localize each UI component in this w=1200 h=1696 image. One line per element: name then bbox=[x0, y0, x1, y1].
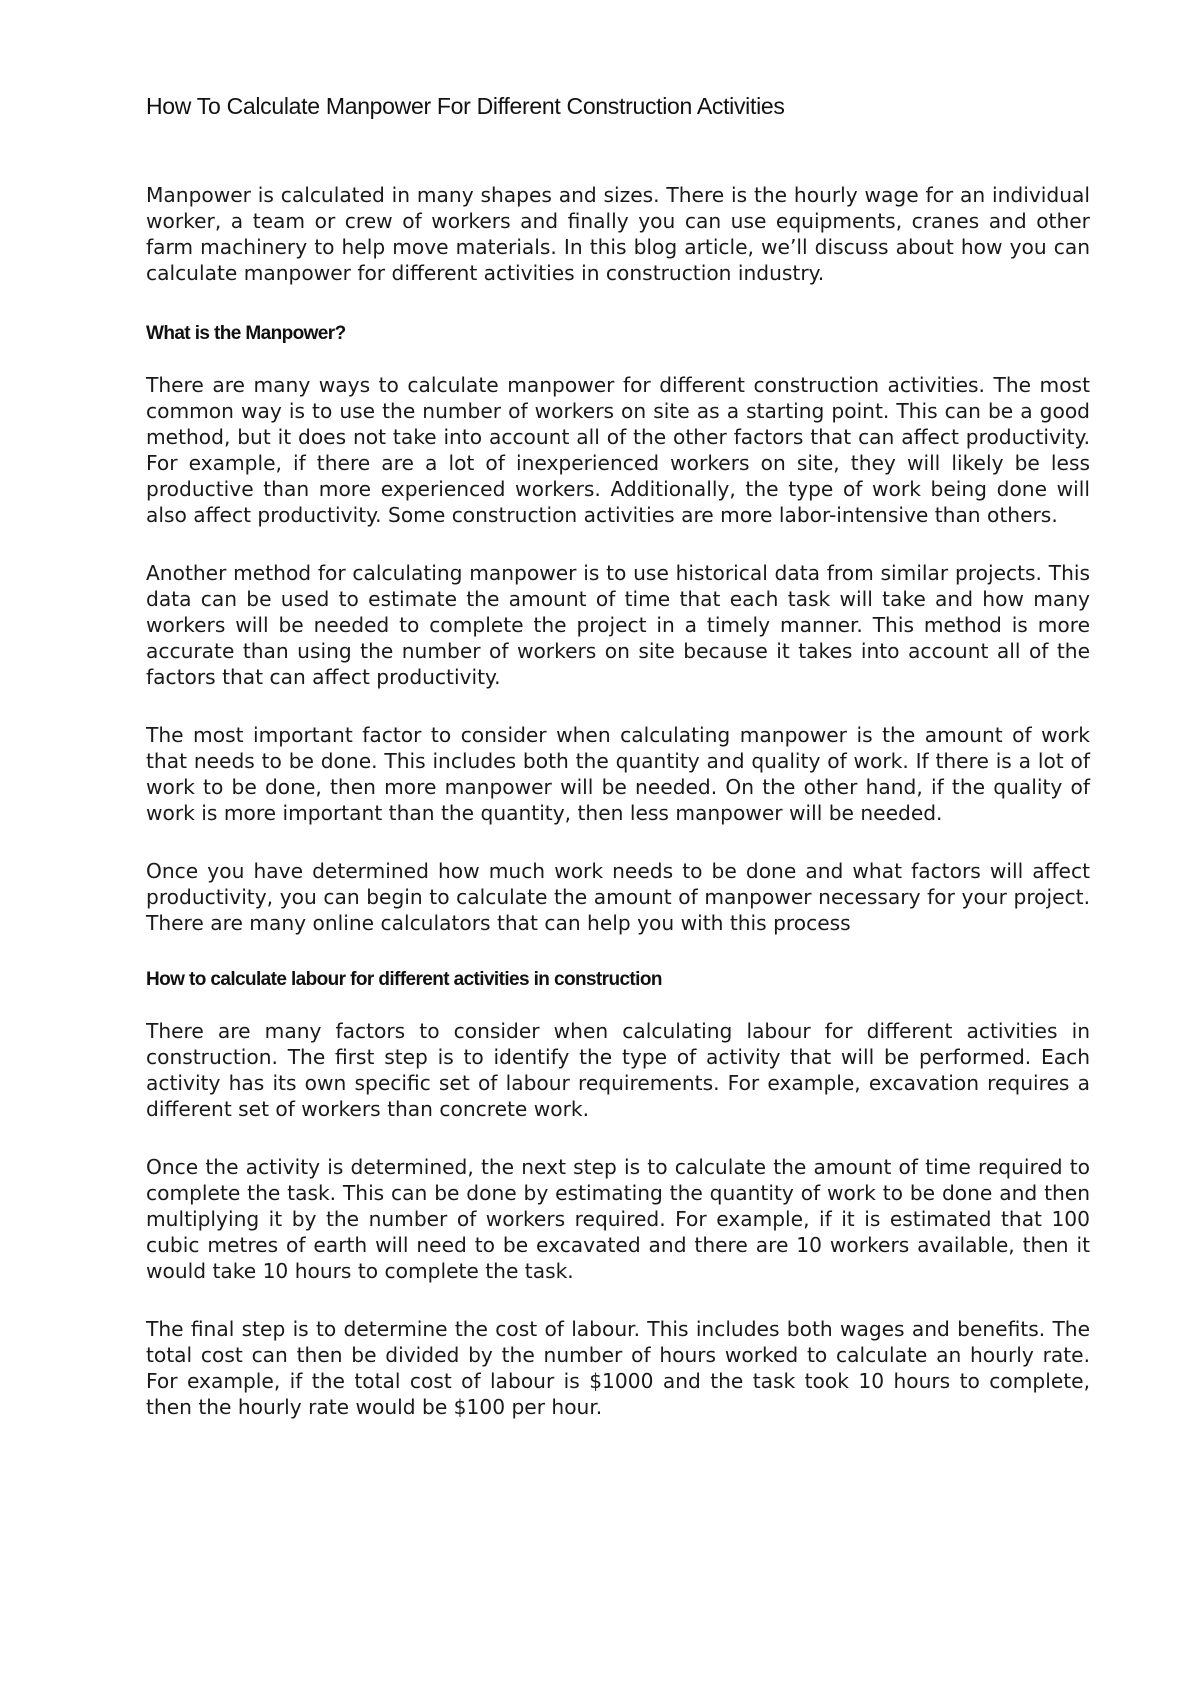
section-paragraph: Once you have determined how much work needs to be done and what factors will affect productivity, you can begin to calculate the amount of manpower necessary for your project. There are many online calculators that can help you with this process bbox=[146, 859, 1090, 935]
section-paragraph: There are many ways to calculate manpower for different construction activities. The most common way is to use the number of workers on site as a starting point. This can be a good method, but it does not take into account all of the other factors that can affect productivity. For example, if there are a lot of inexperienced workers on site, they will likely be less productive than more experienced workers. Additionally, the type of work being done will also affect productivity. Some construction activities are more labor-intensive than others. bbox=[146, 373, 1090, 527]
section-paragraph: The most important factor to consider when calculating manpower is the amount of work that needs to be done. This includes both the quantity and quality of work. If there is a lot of work to be done, then more manpower will be needed. On the other hand, if the quality of work is more important than the quantity, then less manpower will be needed. bbox=[146, 723, 1090, 825]
intro-paragraph: Manpower is calculated in many shapes and sizes. There is the hourly wage for an individual worker, a team or crew of workers and finally you can use equipments, cranes and other farm machinery to help move materials. In this blog article, we’ll discuss about how you can calculate manpower for different activities in construction industry. bbox=[146, 183, 1090, 285]
section-paragraph: Another method for calculating manpower is to use historical data from similar projects. This data can be used to estimate the amount of time that each task will take and how many workers will be needed to complete the project in a timely manner. This method is more accurate than using the number of workers on site because it takes into account all of the factors that can affect productivity. bbox=[146, 561, 1090, 689]
section-how-to-calculate-labour bbox=[146, 968, 1090, 1420]
section-heading: What is the Manpower? bbox=[146, 323, 346, 344]
section-paragraph: There are many factors to consider when calculating labour for different activities in construction. The first step is to identify the type of activity that will be performed. Each activity has its own specific set of labour requirements. For example, excavation requires a different set of workers than concrete work. bbox=[146, 1019, 1090, 1121]
section-paragraph: Once the activity is determined, the next step is to calculate the amount of time required to complete the task. This can be done by estimating the quantity of work to be done and then multiplying it by the number of workers required. For example, if it is estimated that 100 cubic metres of earth will need to be excavated and there are 10 workers available, then it would take 10 hours to complete the task. bbox=[146, 1155, 1090, 1283]
section-heading: How to calculate labour for different activities in construction bbox=[146, 969, 662, 990]
section-what-is-manpower bbox=[146, 322, 1090, 936]
document-title: How To Calculate Manpower For Different Construction Activities bbox=[146, 93, 785, 119]
section-paragraph: The final step is to determine the cost of labour. This includes both wages and benefits. The total cost can then be divided by the number of hours worked to calculate an hourly rate. For example, if the total cost of labour is $1000 and the task took 10 hours to complete, then the hourly rate would be $100 per hour. bbox=[146, 1317, 1090, 1419]
document-body bbox=[146, 92, 1090, 1452]
